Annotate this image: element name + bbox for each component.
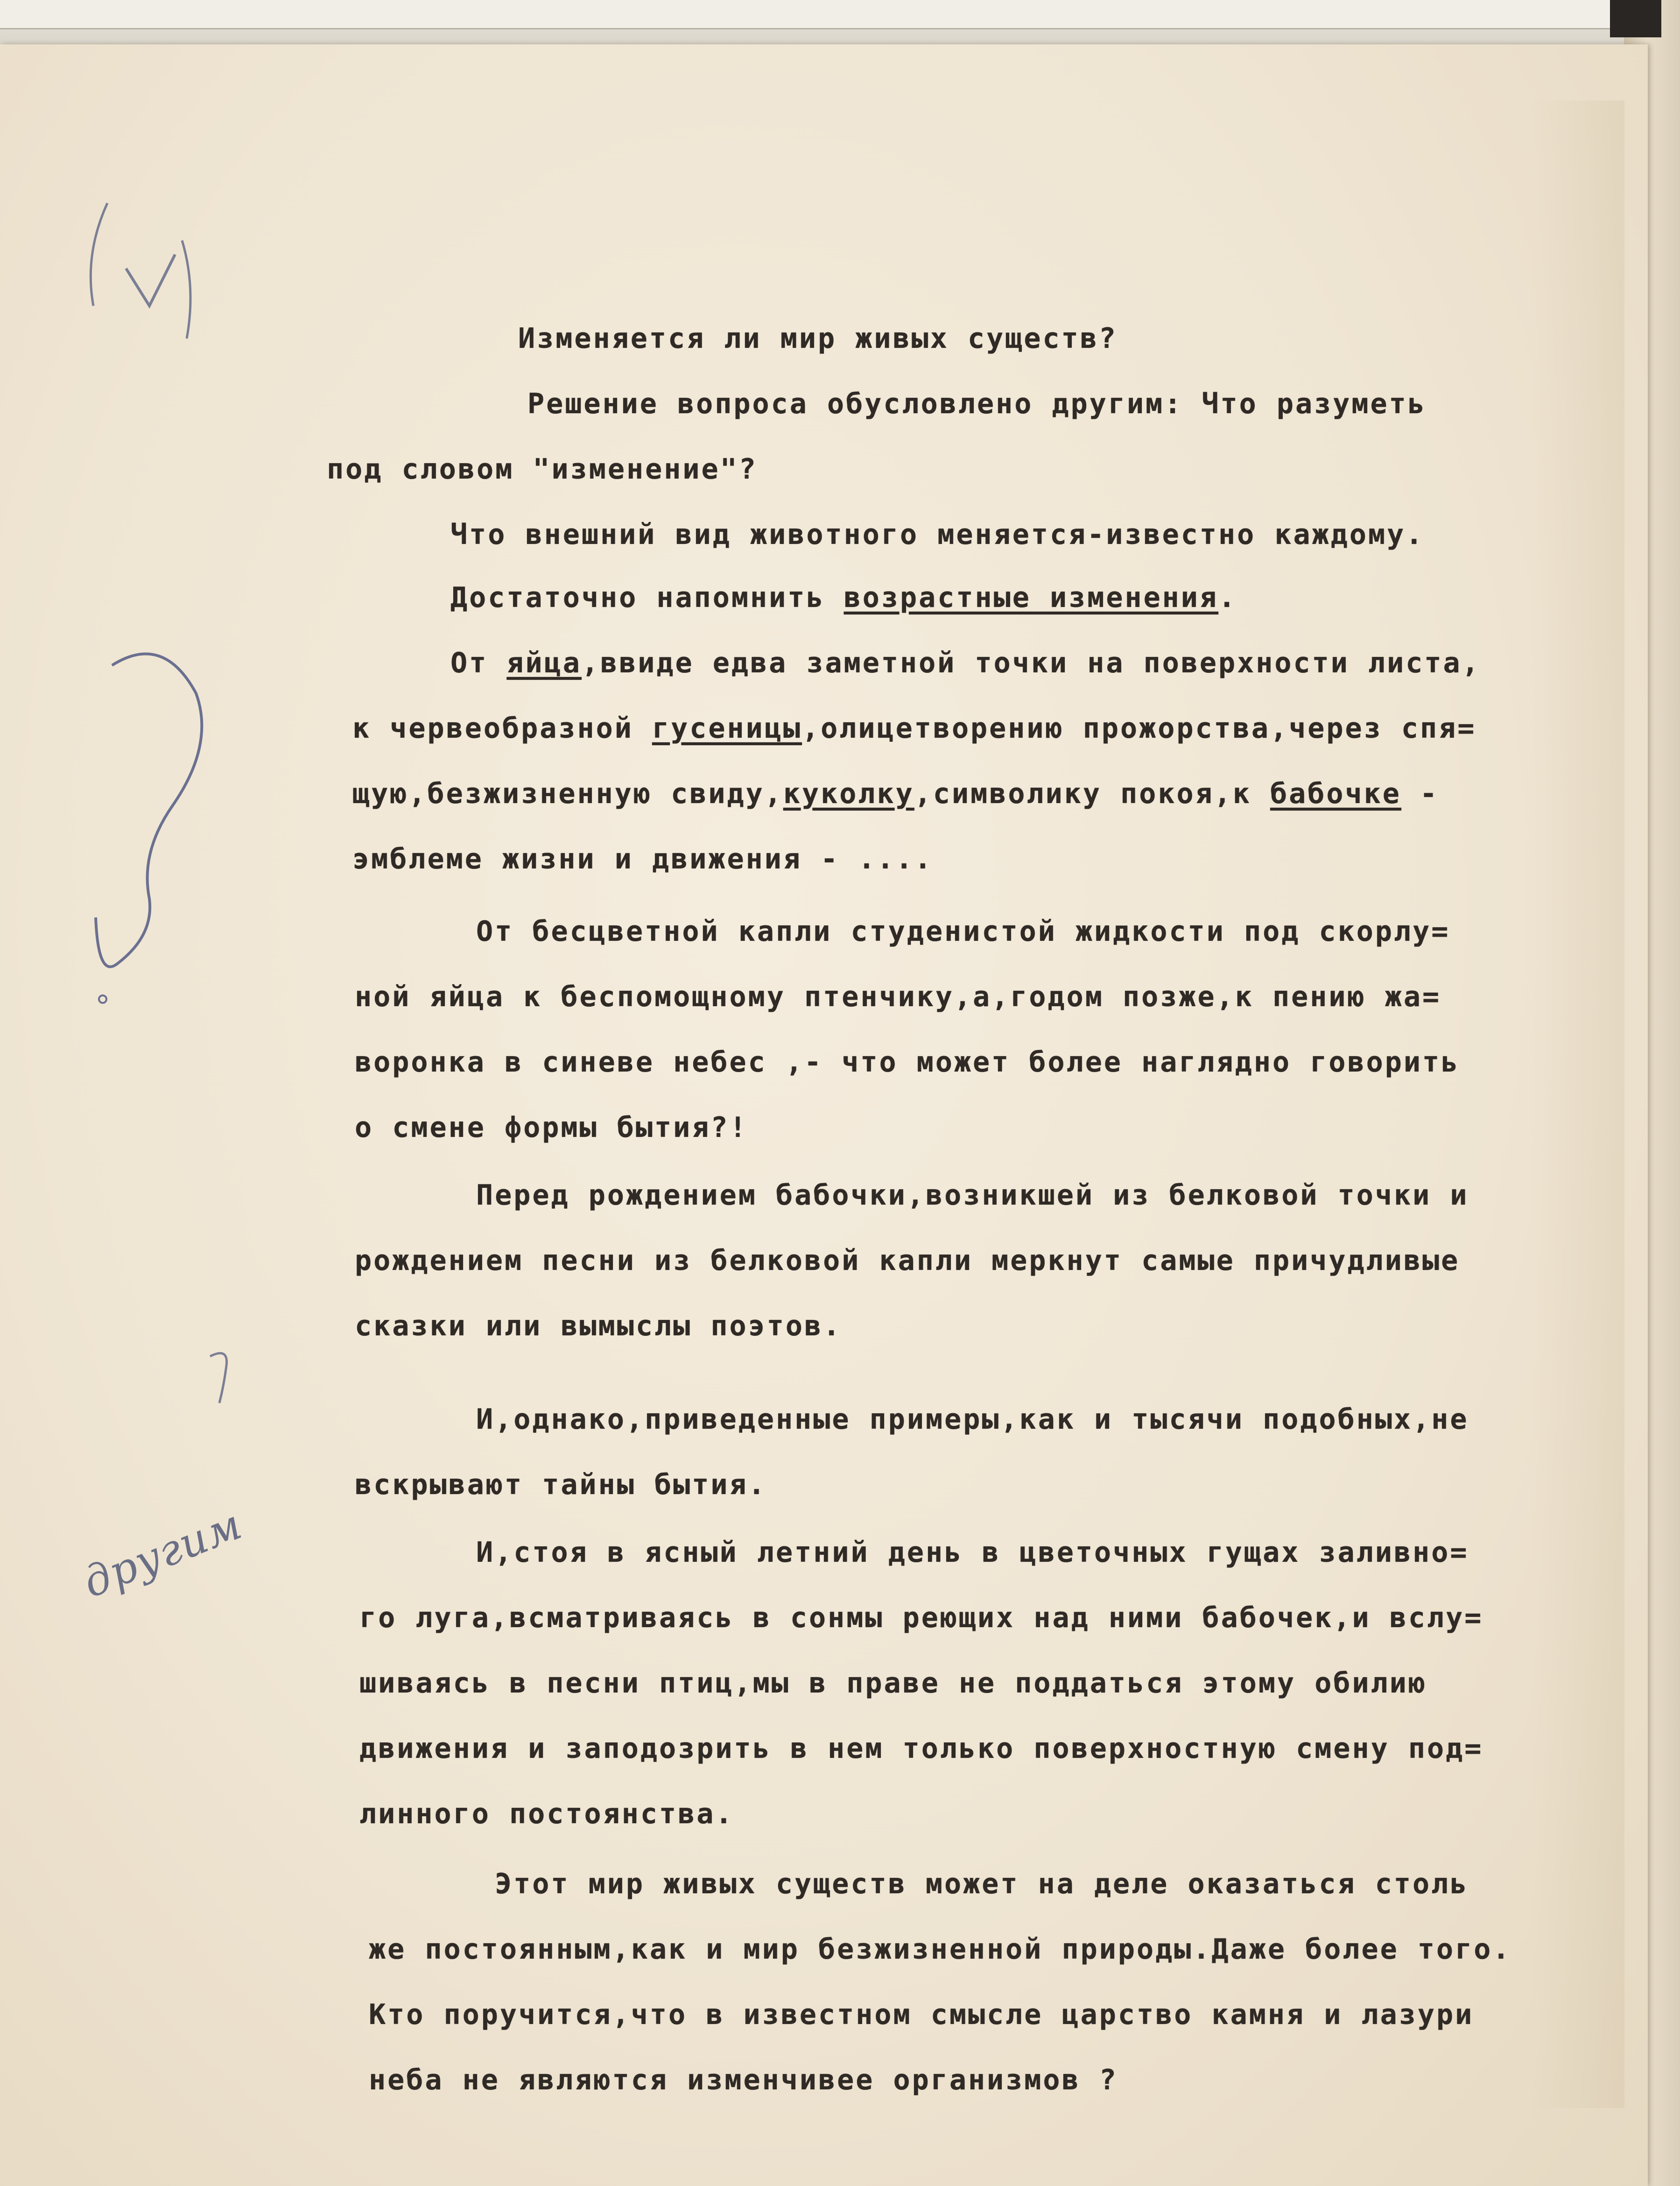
text-line: под словом "изменение"? <box>327 453 758 486</box>
text-line: о смене формы бытия?! <box>355 1111 748 1144</box>
text-line: движения и заподозрить в нем только поверхностную смену под= <box>359 1732 1483 1765</box>
underlined-word: бабочке <box>1270 777 1401 810</box>
underlined-phrase: возрастные изменения <box>844 581 1219 614</box>
text-line: шиваясь в песни птиц,мы в праве не поддаться этому обилию <box>359 1667 1427 1699</box>
text-line: сказки или вымыслы поэтов. <box>355 1310 842 1342</box>
text-line: Перед рождением бабочки,возникшей из белковой точки и <box>476 1179 1469 1212</box>
dark-corner <box>1610 0 1661 37</box>
typewritten-page <box>0 44 1648 2186</box>
document-title: Изменяется ли мир живых существ? <box>518 322 1118 355</box>
text-line: От яйца,ввиде едва заметной точки на поверхности листа, <box>450 647 1481 679</box>
text-line: эмблеме жизни и движения - .... <box>352 843 933 875</box>
text-line: От бесцветной капли студенистой жидкости под скорлу= <box>476 915 1450 948</box>
text-line: же постоянным,как и мир безжизненной природы.Даже более того. <box>369 1933 1511 1966</box>
text-line: воронка в синеве небес ,- что может более наглядно говорить <box>355 1046 1460 1079</box>
text-line: ной яйца к беспомощному птенчику,а,годом позже,к пению жа= <box>355 980 1441 1013</box>
underlying-sheet-strip <box>0 0 1680 29</box>
text-line: го луга,всматриваясь в сонмы реющих над ними бабочек,и вслу= <box>359 1601 1483 1634</box>
text-line: Этот мир живых существ может на деле оказаться столь <box>495 1868 1469 1900</box>
text-line: щую,безжизненную свиду,куколку,символику покоя,к бабочке - <box>352 777 1439 810</box>
text-line: Что внешний вид животного меняется-известно каждому. <box>450 518 1425 551</box>
text-line: Кто поручится,что в известном смысле царство камня и лазури <box>369 1998 1474 2031</box>
text-line-underlined: Достаточно напомнить возрастные изменения. <box>450 581 1237 614</box>
text-line: И,однако,приведенные примеры,как и тысячи подобных,не <box>476 1403 1469 1436</box>
text-line: рождением песни из белковой капли меркнут самые причудливые <box>355 1244 1460 1277</box>
text-line: к червеобразной гусеницы,олицетворению прожорства,через спя= <box>352 712 1476 745</box>
document-text <box>0 44 1648 2186</box>
text-line: вскрывают тайны бытия. <box>355 1468 767 1501</box>
text-line: Решение вопроса обусловлено другим: Что разуметь <box>527 388 1427 420</box>
text-line: неба не являются изменчивее организмов ? <box>369 2064 1118 2096</box>
text-line: И,стоя в ясный летний день в цветочных гущах заливно= <box>476 1536 1469 1569</box>
text-line: линного постоянства. <box>359 1798 734 1830</box>
underlined-word: куколку <box>783 777 914 810</box>
underlined-word: гусеницы <box>652 712 802 745</box>
margin-pencil-note: другим <box>76 1499 249 1608</box>
underlined-word: яйца <box>506 647 582 679</box>
